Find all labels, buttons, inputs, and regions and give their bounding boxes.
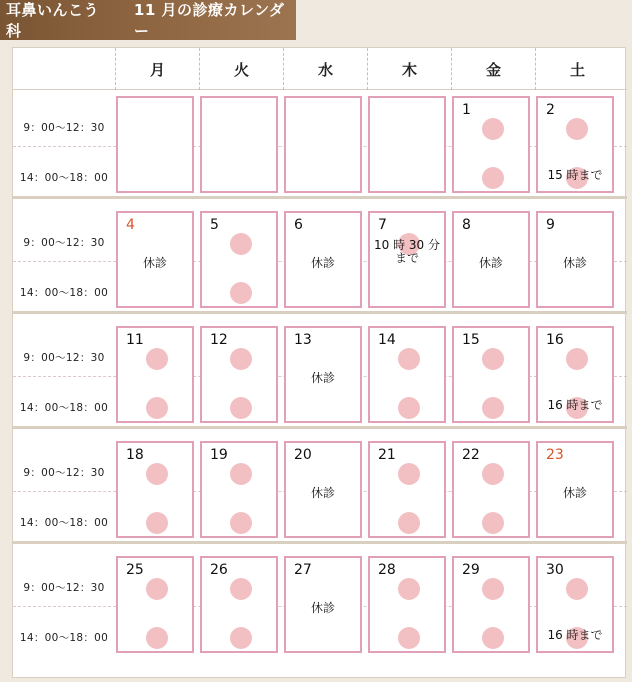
week-row bbox=[13, 90, 627, 199]
day-number: 13 bbox=[294, 332, 312, 348]
closed-label: 休診 bbox=[562, 256, 587, 270]
calendar-day-cell bbox=[536, 211, 614, 308]
closed-label: 休診 bbox=[142, 256, 167, 270]
day-number: 26 bbox=[210, 562, 228, 578]
open-am-dot-icon bbox=[566, 578, 588, 600]
pm-hours-note: 15 時まで bbox=[547, 168, 603, 182]
weekday-header: 木 bbox=[367, 48, 451, 90]
time-label-pm: 14：00～18：00 bbox=[19, 172, 109, 184]
day-number: 1 bbox=[462, 102, 471, 118]
open-am-dot-icon bbox=[230, 348, 252, 370]
weekday-header: 月 bbox=[115, 48, 199, 90]
week-row bbox=[13, 550, 627, 659]
weekday-header: 水 bbox=[283, 48, 367, 90]
calendar-day-cell bbox=[368, 211, 446, 308]
calendar-day-cell bbox=[452, 96, 530, 193]
open-pm-dot-icon bbox=[398, 627, 420, 649]
open-pm-dot-icon bbox=[146, 397, 168, 419]
day-number: 16 bbox=[546, 332, 564, 348]
time-label-am: 9：00～12：30 bbox=[23, 582, 105, 594]
closed-label: 休診 bbox=[310, 371, 335, 385]
day-number: 6 bbox=[294, 217, 303, 233]
day-number: 21 bbox=[378, 447, 396, 463]
day-number: 15 bbox=[462, 332, 480, 348]
open-am-dot-icon bbox=[566, 348, 588, 370]
open-am-dot-icon bbox=[230, 578, 252, 600]
open-pm-dot-icon bbox=[398, 512, 420, 534]
closed-label: 休診 bbox=[310, 256, 335, 270]
open-pm-dot-icon bbox=[482, 627, 504, 649]
calendar-day-cell bbox=[284, 96, 362, 193]
calendar-day-cell bbox=[536, 96, 614, 193]
weekday-header: 土 bbox=[535, 48, 619, 90]
day-number: 4 bbox=[126, 217, 135, 233]
day-number: 20 bbox=[294, 447, 312, 463]
open-pm-dot-icon bbox=[230, 627, 252, 649]
calendar-day-cell bbox=[536, 441, 614, 538]
open-am-dot-icon bbox=[482, 578, 504, 600]
calendar-day-cell bbox=[116, 211, 194, 308]
day-number: 18 bbox=[126, 447, 144, 463]
time-label-am: 9：00～12：30 bbox=[23, 237, 105, 249]
open-pm-dot-icon bbox=[230, 397, 252, 419]
day-number: 14 bbox=[378, 332, 396, 348]
calendar-day-cell bbox=[368, 441, 446, 538]
am-hours-note: 10 時 30 分 まで bbox=[374, 238, 440, 266]
open-pm-dot-icon bbox=[146, 627, 168, 649]
closed-label: 休診 bbox=[310, 601, 335, 615]
week-row bbox=[13, 205, 627, 314]
week-row bbox=[13, 320, 627, 429]
calendar-day-cell bbox=[116, 441, 194, 538]
time-label-pm: 14：00～18：00 bbox=[19, 632, 109, 644]
open-am-dot-icon bbox=[398, 463, 420, 485]
weekday-header: 火 bbox=[199, 48, 283, 90]
time-label-am: 9：00～12：30 bbox=[23, 352, 105, 364]
calendar-day-cell bbox=[116, 326, 194, 423]
day-number: 22 bbox=[462, 447, 480, 463]
open-am-dot-icon bbox=[230, 463, 252, 485]
calendar-day-cell bbox=[536, 326, 614, 423]
day-number: 5 bbox=[210, 217, 219, 233]
open-am-dot-icon bbox=[482, 348, 504, 370]
calendar-day-cell bbox=[284, 441, 362, 538]
calendar-day-cell bbox=[284, 556, 362, 653]
pm-hours-note: 16 時まで bbox=[547, 628, 603, 642]
open-pm-dot-icon bbox=[230, 512, 252, 534]
time-label-pm: 14：00～18：00 bbox=[19, 402, 109, 414]
day-number: 19 bbox=[210, 447, 228, 463]
week-row bbox=[13, 435, 627, 544]
open-pm-dot-icon bbox=[146, 512, 168, 534]
open-pm-dot-icon bbox=[230, 282, 252, 304]
calendar-day-cell bbox=[452, 211, 530, 308]
day-number: 27 bbox=[294, 562, 312, 578]
calendar-day-cell bbox=[200, 326, 278, 423]
open-am-dot-icon bbox=[146, 348, 168, 370]
closed-label: 休診 bbox=[562, 486, 587, 500]
calendar-day-cell bbox=[200, 556, 278, 653]
day-number: 28 bbox=[378, 562, 396, 578]
open-am-dot-icon bbox=[482, 463, 504, 485]
calendar-table bbox=[12, 47, 626, 678]
weekday-header: 金 bbox=[451, 48, 535, 90]
calendar-day-cell bbox=[452, 326, 530, 423]
calendar-day-cell bbox=[284, 211, 362, 308]
open-am-dot-icon bbox=[566, 118, 588, 140]
day-number: 29 bbox=[462, 562, 480, 578]
day-number: 23 bbox=[546, 447, 564, 463]
time-label-pm: 14：00～18：00 bbox=[19, 517, 109, 529]
open-pm-dot-icon bbox=[482, 512, 504, 534]
day-number: 25 bbox=[126, 562, 144, 578]
open-pm-dot-icon bbox=[482, 167, 504, 189]
weekday-header-row bbox=[13, 48, 627, 90]
calendar-day-cell bbox=[200, 441, 278, 538]
open-am-dot-icon bbox=[398, 348, 420, 370]
day-number: 2 bbox=[546, 102, 555, 118]
day-number: 30 bbox=[546, 562, 564, 578]
open-am-dot-icon bbox=[398, 578, 420, 600]
open-am-dot-icon bbox=[146, 578, 168, 600]
time-label-pm: 14：00～18：00 bbox=[19, 287, 109, 299]
calendar-day-cell bbox=[536, 556, 614, 653]
calendar-day-cell bbox=[284, 326, 362, 423]
day-number: 7 bbox=[378, 217, 387, 233]
time-label-am: 9：00～12：30 bbox=[23, 467, 105, 479]
calendar-title-bar bbox=[0, 0, 296, 40]
closed-label: 休診 bbox=[478, 256, 503, 270]
day-number: 9 bbox=[546, 217, 555, 233]
pm-hours-note: 16 時まで bbox=[547, 398, 603, 412]
open-pm-dot-icon bbox=[482, 397, 504, 419]
clinic-name: 耳鼻いんこう科 bbox=[6, 1, 100, 40]
day-number: 11 bbox=[126, 332, 144, 348]
open-pm-dot-icon bbox=[398, 397, 420, 419]
day-number: 12 bbox=[210, 332, 228, 348]
calendar-day-cell bbox=[116, 96, 194, 193]
calendar-title: 11 月の診療カレンダー bbox=[133, 1, 285, 40]
time-label-am: 9：00～12：30 bbox=[23, 122, 105, 134]
calendar-day-cell bbox=[368, 556, 446, 653]
calendar-day-cell bbox=[452, 441, 530, 538]
closed-label: 休診 bbox=[310, 486, 335, 500]
calendar-day-cell bbox=[200, 211, 278, 308]
day-number: 8 bbox=[462, 217, 471, 233]
open-am-dot-icon bbox=[482, 118, 504, 140]
calendar-day-cell bbox=[116, 556, 194, 653]
calendar-day-cell bbox=[368, 96, 446, 193]
calendar-day-cell bbox=[200, 96, 278, 193]
calendar-day-cell bbox=[368, 326, 446, 423]
open-am-dot-icon bbox=[230, 233, 252, 255]
calendar-day-cell bbox=[452, 556, 530, 653]
open-am-dot-icon bbox=[146, 463, 168, 485]
